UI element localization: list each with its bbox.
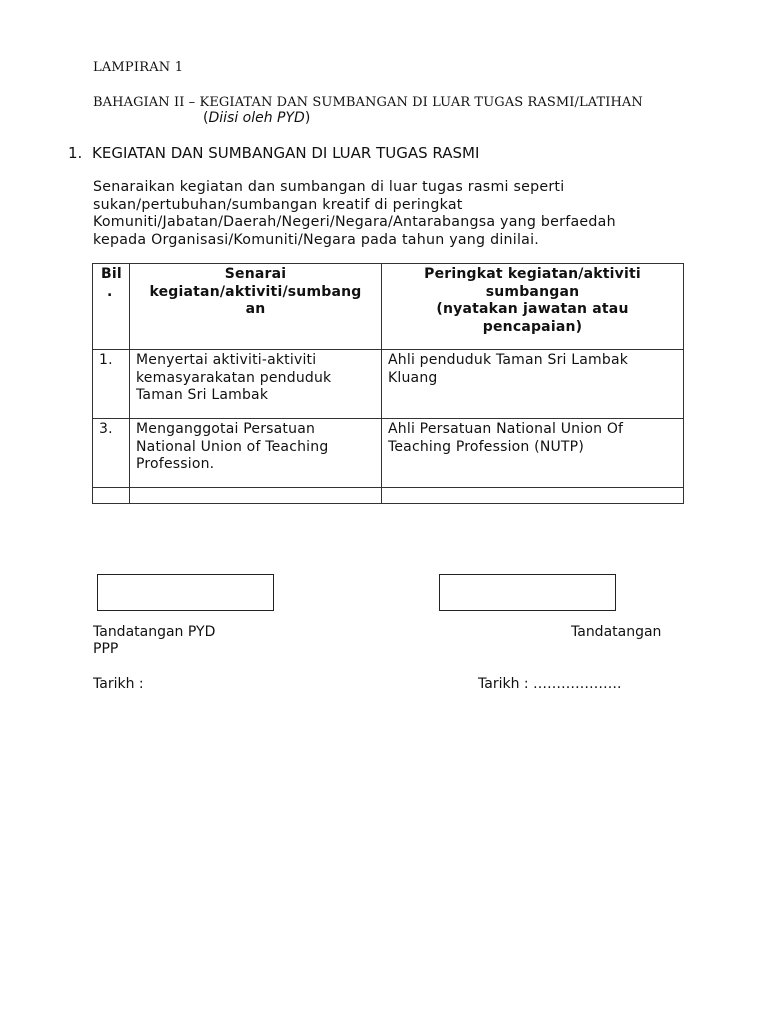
header-bil-line: .: [107, 283, 113, 300]
header-senarai-line: an: [245, 301, 266, 317]
filled-by-text: Diisi oleh PYD: [208, 110, 305, 126]
filled-by-note: [203, 110, 310, 126]
header-bil: [93, 264, 130, 350]
cell-line: Taman Sri Lambak: [136, 387, 269, 403]
section-number: 1.: [68, 144, 83, 162]
instructions-paragraph: [93, 179, 693, 249]
cell-peringkat: [382, 488, 684, 504]
filled-by-open-paren: (: [203, 110, 209, 126]
date-label-ppp: Tarikh : ……………….: [478, 676, 622, 692]
date-label-pyd: Tarikh :: [93, 676, 144, 692]
signature-label-ppp: Tandatangan: [571, 624, 662, 640]
cell-senarai: [130, 350, 382, 419]
table-row: [93, 350, 684, 419]
signature-box-pyd[interactable]: [97, 574, 274, 611]
table-header-row: [93, 264, 684, 350]
header-peringkat-line: (nyatakan jawatan atau: [436, 301, 629, 317]
header-peringkat: [382, 264, 684, 350]
cell-line: Menganggotai Persatuan: [136, 421, 316, 437]
cell-line: Menyertai aktiviti-aktiviti: [136, 352, 317, 368]
header-senarai-line: kegiatan/aktiviti/sumbang: [149, 283, 362, 300]
activities-table: [92, 263, 684, 504]
header-senarai: [130, 264, 382, 350]
cell-senarai: [130, 488, 382, 504]
instructions-line: kepada Organisasi/Komuniti/Negara pada tahun yang dinilai.: [93, 231, 540, 248]
signature-label-ppp-suffix: PPP: [93, 641, 119, 657]
section-part-heading: BAHAGIAN II – KEGIATAN DAN SUMBANGAN DI LUAR TUGAS RASMI/LATIHAN: [93, 95, 643, 110]
section-title: KEGIATAN DAN SUMBANGAN DI LUAR TUGAS RASMI: [92, 144, 480, 162]
table-row: [93, 419, 684, 488]
instructions-line: sukan/pertubuhan/sumbangan kreatif di peringkat: [93, 196, 463, 213]
header-bil-line: Bil: [101, 266, 122, 282]
cell-line: Kluang: [388, 369, 438, 386]
appendix-label: LAMPIRAN 1: [93, 60, 184, 75]
cell-line: kemasyarakatan penduduk: [136, 369, 332, 386]
filled-by-close-paren: ): [304, 110, 311, 126]
header-peringkat-line: pencapaian): [482, 318, 583, 335]
header-senarai-line: Senarai: [224, 266, 287, 282]
cell-bil: [93, 488, 130, 504]
cell-line: Profession.: [136, 456, 215, 472]
header-peringkat-line: Peringkat kegiatan/aktiviti: [424, 266, 641, 282]
cell-line: Ahli penduduk Taman Sri Lambak: [388, 352, 629, 368]
header-peringkat-line: sumbangan: [485, 283, 580, 300]
cell-bil-text: 3.: [99, 421, 113, 437]
signature-label-pyd: Tandatangan PYD: [93, 624, 216, 640]
cell-bil: [93, 350, 130, 419]
cell-peringkat: [382, 350, 684, 419]
cell-line: Ahli Persatuan National Union Of: [388, 421, 624, 437]
cell-peringkat: [382, 419, 684, 488]
cell-line: Teaching Profession (NUTP): [388, 438, 584, 455]
table-row-empty: [93, 488, 684, 504]
signature-box-ppp[interactable]: [439, 574, 616, 611]
instructions-line: Komuniti/Jabatan/Daerah/Negeri/Negara/Antarabangsa yang berfaedah: [93, 214, 616, 230]
cell-bil: [93, 419, 130, 488]
section-heading: [68, 144, 479, 162]
instructions-line: Senaraikan kegiatan dan sumbangan di luar tugas rasmi seperti: [93, 179, 565, 195]
cell-bil-text: 1.: [99, 352, 113, 368]
cell-senarai: [130, 419, 382, 488]
cell-line: National Union of Teaching: [136, 438, 329, 455]
